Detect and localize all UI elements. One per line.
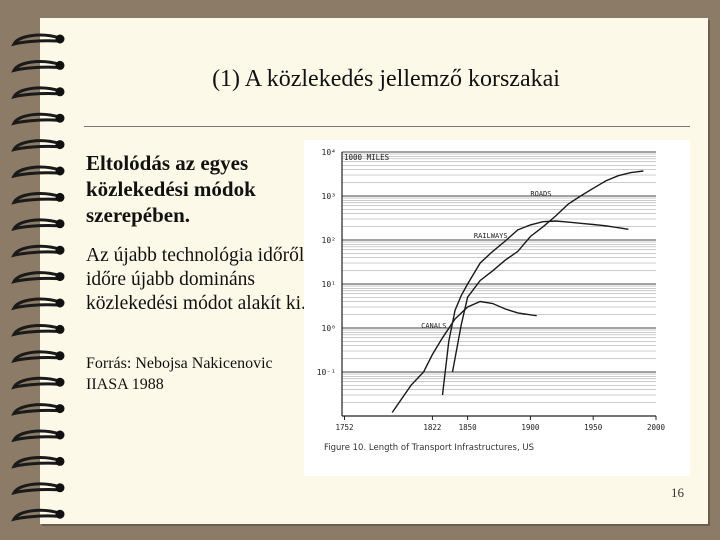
x-tick-label: 2000 <box>646 423 666 432</box>
binding-hole <box>56 246 65 255</box>
x-tick-label: 1850 <box>458 423 477 432</box>
y-tick-label: 10⁻¹ <box>316 368 336 377</box>
binding-ring <box>14 194 60 203</box>
y-axis-label: 1000 MILES <box>344 153 390 162</box>
chart-caption: Figure 10. Length of Transport Infrastructures, US <box>324 443 534 453</box>
binding-ring <box>14 378 60 387</box>
binding-hole <box>56 404 65 413</box>
binding-ring <box>14 326 60 335</box>
binding-ring <box>14 114 60 123</box>
binding-ring <box>14 405 60 414</box>
transport-infrastructure-chart <box>304 140 690 476</box>
binding-ring <box>14 246 60 255</box>
binding-ring <box>14 484 60 493</box>
binding-hole <box>56 351 65 360</box>
binding-hole <box>56 299 65 308</box>
binding-ring <box>14 88 60 97</box>
series-label-roads: ROADS <box>530 190 552 198</box>
binding-ring <box>14 62 60 71</box>
spiral-binding <box>0 0 80 540</box>
binding-hole <box>56 219 65 228</box>
slide-heading: Eltolódás az egyes közlekedési módok szerepében. <box>86 151 256 227</box>
series-label-railways: RAILWAYS <box>473 232 508 241</box>
binding-ring <box>14 141 60 150</box>
series-line-canals <box>392 302 537 413</box>
title-divider <box>84 126 690 127</box>
page-number: 16 <box>671 485 684 500</box>
binding-ring <box>14 510 60 519</box>
binding-hole <box>56 378 65 387</box>
y-tick-label: 10⁴ <box>321 148 336 157</box>
x-tick-label: 1900 <box>521 423 540 432</box>
binding-hole <box>56 87 65 96</box>
binding-hole <box>56 35 65 44</box>
binding-hole <box>56 431 65 440</box>
y-tick-label: 10³ <box>321 192 336 201</box>
binding-hole <box>56 272 65 281</box>
x-tick-label: 1950 <box>584 423 603 432</box>
binding-ring <box>14 220 60 229</box>
binding-hole <box>56 510 65 519</box>
x-tick-label: 1752 <box>335 423 354 432</box>
binding-ring <box>14 273 60 282</box>
source-citation: Forrás: Nebojsa Nakicenovic IIASA 1988 <box>86 355 273 393</box>
binding-ring <box>14 458 60 467</box>
binding-hole <box>56 61 65 70</box>
y-tick-label: 10¹ <box>321 280 336 289</box>
y-tick-label: 10⁰ <box>321 324 336 333</box>
binding-ring <box>14 299 60 308</box>
slide-title: (1) A közlekedés jellemző korszakai <box>212 66 560 92</box>
series-line-roads <box>453 171 644 372</box>
binding-hole <box>56 193 65 202</box>
binding-hole <box>56 114 65 123</box>
y-tick-label: 10² <box>321 236 336 245</box>
binding-hole <box>56 483 65 492</box>
slide-body-text: Az újabb technológia időről időre újabb domináns közlekedési módot alakít ki. <box>86 245 306 314</box>
binding-hole <box>56 457 65 466</box>
binding-hole <box>56 167 65 176</box>
x-tick-label: 1822 <box>423 423 442 432</box>
binding-ring <box>14 167 60 176</box>
binding-hole <box>56 140 65 149</box>
series-label-canals: CANALS <box>421 322 447 330</box>
binding-ring <box>14 35 60 44</box>
series-line-railways <box>443 221 629 395</box>
binding-hole <box>56 325 65 334</box>
binding-ring <box>14 431 60 440</box>
binding-ring <box>14 352 60 361</box>
